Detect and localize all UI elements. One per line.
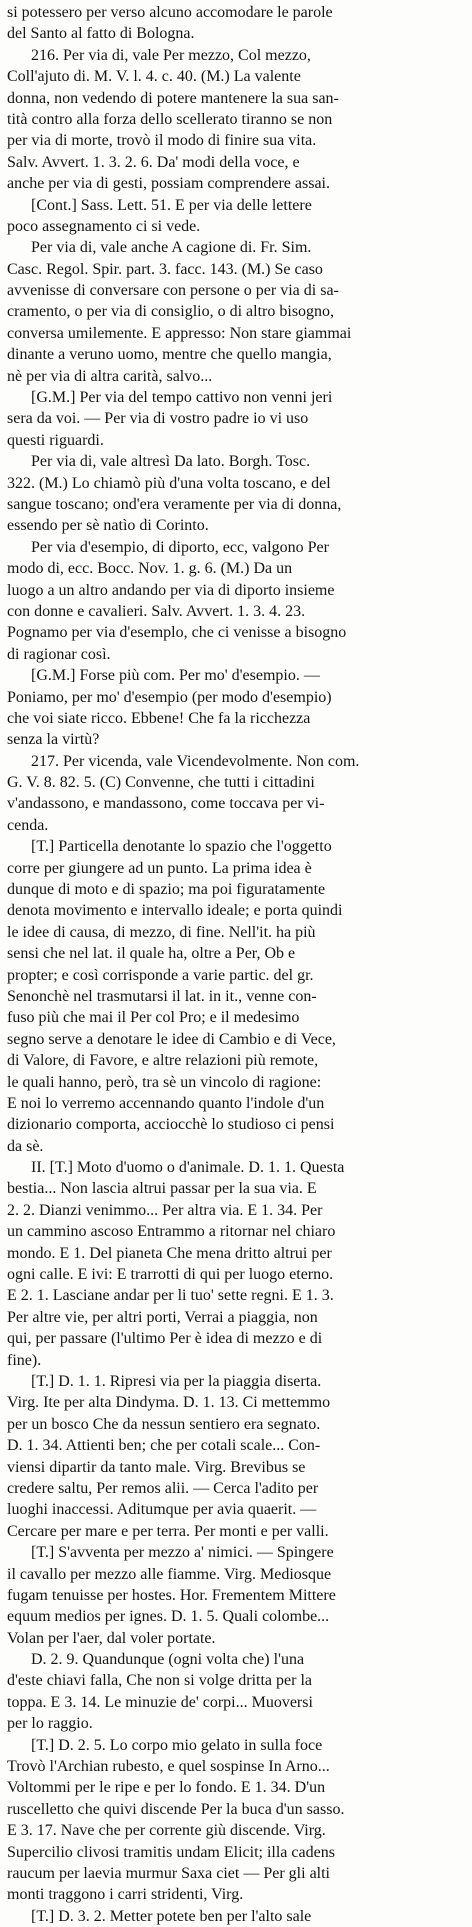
text-line: luoghi inaccessi. Aditumque per avia quaerit. —: [7, 1501, 317, 1519]
text-line: donna, non vedendo di potere mantenere la sua san-: [7, 89, 339, 107]
text-line: di ragionar così.: [7, 645, 111, 663]
text-line: Senonchè nel trasmutarsi il lat. in it., venne con-: [7, 987, 317, 1005]
text-line: modo di, ecc. Bocc. Nov. 1. g. 6. (M.) Da un: [7, 560, 293, 578]
text-line: denota movimento e intervallo ideale; e porta quindi: [7, 902, 343, 920]
text-line: [G.M.] Forse più com. Per mo' d'esempio. —: [31, 667, 320, 685]
text-line: per via di morte, trovò il modo di finire sua vita.: [7, 132, 317, 150]
text-line: sensi che nel lat. il quale ha, oltre a Per, Ob e: [7, 945, 296, 963]
text-line: viensi dipartir da tanto male. Virg. Brevibus se: [7, 1458, 306, 1476]
text-line: il cavallo per mezzo alle fiamme. Virg. Mediosque: [7, 1565, 332, 1583]
text-line: avvenisse di conversare con persone o per via di sa-: [7, 282, 339, 300]
text-line: sangue toscano; ond'era veramente per via di donna,: [7, 495, 342, 513]
text-line: essendo per sè natìo di Corinto.: [7, 517, 209, 535]
text-line: per un bosco Che da nessun sentiero era segnato.: [7, 1415, 321, 1433]
text-line: Poniamo, per mo' d'esempio (per modo d'esempio): [7, 688, 332, 706]
text-line: poco assegnamento ci si vede.: [7, 217, 201, 235]
text-line: Per altre vie, per altri porti, Verrai a piaggia, non: [7, 1308, 318, 1326]
text-line: tità contro alla forza dello scellerato tiranno se non: [7, 110, 333, 128]
text-line: questi riguardi.: [7, 431, 104, 449]
text-line: le idee di causa, di mezzo, di fine. Nell'it. ha più: [7, 923, 316, 941]
text-line: credere saltu, Per remos alii. — Cerca l'adito per: [7, 1479, 319, 1497]
text-line: si potessero per verso alcuno accomodare le parole: [7, 4, 333, 21]
text-line: [T.] D. 1. 1. Ripresi via per la piaggia diserta.: [31, 1373, 322, 1390]
text-line: ogni calle. E ivi: E trarrotti di qui per luogo eterno.: [7, 1266, 334, 1284]
text-line: Cercare per mare e per terra. Per monti e per valli.: [7, 1522, 329, 1540]
text-line: Supercilio clivosi tramitis undam Elicit; illa cadens: [7, 1843, 335, 1861]
text-line: del Santo al fatto di Bologna.: [7, 25, 195, 43]
text-line: dinante a veruno uomo, mentre che quello mangia,: [7, 346, 332, 364]
text-line: [T.] S'avventa per mezzo a' nimici. — Spingere: [31, 1544, 334, 1562]
text-line: con donne e cavalieri. Salv. Avvert. 1. 3. 4. 23.: [7, 602, 306, 620]
text-line: luogo a un altro andando per via di diporto insieme: [7, 581, 335, 599]
text-line: Per via di, vale anche A cagione di. Fr. Sim.: [31, 239, 312, 257]
text-line: 322. (M.) Lo chiamò più d'una volta toscano, e del: [7, 474, 331, 492]
text-line: dunque di moto e di spazio; ma poi figuratamente: [7, 881, 326, 899]
text-line: cenda.: [7, 816, 49, 834]
text-line: Salv. Avvert. 1. 3. 2. 6. Da' modi della voce, e: [7, 153, 300, 171]
text-line: II. [T.] Moto d'uomo o d'animale. D. 1. 1. Questa: [31, 1159, 345, 1177]
text-line: D. 1. 34. Attienti ben; che per cotali scale... Con-: [7, 1437, 321, 1455]
text-line: qui, per passare (l'ultimo Per è idea di mezzo e di: [7, 1330, 323, 1348]
text-line: Coll'ajuto di. M. V. l. 4. c. 40. (M.) La valente: [7, 68, 301, 86]
text-line: conversa umilemente. E appresso: Non stare giammai: [7, 324, 352, 342]
text-line: segno serve a denotare le idee di Cambio e di Vece,: [7, 1030, 336, 1048]
text-line: equum medios per ignes. D. 1. 5. Quali colombe...: [7, 1608, 330, 1626]
text-line: fine).: [7, 1351, 42, 1369]
text-line: 216. Per via di, vale Per mezzo, Col mezzo,: [31, 46, 311, 64]
text-line: corre per giungere ad un punto. La prima idea è: [7, 859, 312, 877]
text-line: sera da voi. — Per via di vostro padre io vi uso: [7, 410, 309, 428]
text-line: Casc. Regol. Spir. part. 3. facc. 143. (M.) Se caso: [7, 260, 323, 278]
text-line: E 2. 1. Lasciane andar per li tuo' sette regni. E 1. 3.: [7, 1287, 334, 1305]
text-line: nè per via di altra carità, salvo...: [7, 367, 213, 385]
text-line: che voi siate ricco. Ebbene! Che fa la ricchezza: [7, 709, 311, 727]
text-line: Pognamo per via d'esemplo, che ci venisse a bisogno: [7, 624, 347, 642]
text-line: di Valore, di Favore, e altre relazioni più remote,: [7, 1052, 319, 1070]
text-line: v'andassono, e mandassono, come toccava per vi-: [7, 795, 325, 813]
text-line: Virg. Ite per alta Dindyma. D. 1. 13. Ci mettemmo: [7, 1394, 331, 1412]
text-line: monti traggono i carri stridenti, Virg.: [7, 1886, 244, 1904]
text-line: da sè.: [7, 1137, 44, 1155]
text-line: anche per via di gesti, possiam comprendere assai.: [7, 175, 330, 193]
text-line: ruscelletto che quivi discende Per la buca d'un sasso.: [7, 1800, 345, 1818]
text-line: mondo. E 1. Del pianeta Che mena dritto altrui per: [7, 1244, 332, 1262]
text-line: Volan per l'aer, dal voler portate.: [7, 1629, 216, 1647]
text-line: 2. 2. Dianzi venimmo... Per altra via. E 1. 34. Per: [7, 1201, 323, 1219]
text-line: [T.] D. 3. 2. Metter potete ben per l'alto sale: [31, 1907, 312, 1925]
text-line: E noi lo verremo accennando quanto l'indole d'un: [7, 1094, 325, 1112]
text-line: propter; e così corrisponde a varie partic. del gr.: [7, 966, 314, 984]
text-line: fuso più che mai il Per col Pro; e il medesimo: [7, 1009, 300, 1027]
text-line: [G.M.] Per via del tempo cattivo non venni jeri: [31, 389, 333, 407]
text-line: Trovò l'Archian rubesto, e quel sospinse In Arno...: [7, 1758, 330, 1776]
text-line: E 3. 17. Nave che per corrente giù discende. Virg.: [7, 1822, 326, 1840]
text-line: raucum per laevia murmur Saxa ciet — Per gli alti: [7, 1864, 330, 1882]
text-line: dizionario comporta, acciocchè lo studioso ci pensi: [7, 1116, 335, 1134]
text-line: [T.] Particella denotante lo spazio che l'oggetto: [31, 838, 332, 856]
text-line: 217. Per vicenda, vale Vicendevolmente. Non com.: [31, 752, 360, 770]
text-line: Per via di, vale altresì Da lato. Borgh. Tosc.: [31, 453, 311, 471]
text-line: senza la virtù?: [7, 731, 100, 749]
text-line: le quali hanno, però, tra sè un vincolo di ragione:: [7, 1073, 322, 1091]
text-line: G. V. 8. 82. 5. (C) Convenne, che tutti i cittadini: [7, 774, 315, 792]
text-line: un cammino ascoso Entrammo a ritornar nel chiaro: [7, 1223, 336, 1241]
text-line: Per via d'esempio, di diporto, ecc, valgono Per: [31, 538, 329, 556]
text-line: fugam tenuisse per hostes. Hor. Frementem Mittere: [7, 1586, 336, 1604]
text-line: cramento, o per via di consiglio, o di altro bisogno,: [7, 303, 335, 321]
text-line: d'este chiavi falla, Che non si volge dritta per la: [7, 1672, 313, 1690]
text-line: Voltommi per le ripe e per lo fondo. E 1. 34. D'un: [7, 1779, 326, 1797]
text-line: D. 2. 9. Quandunque (ogni volta che) l'una: [31, 1651, 305, 1669]
text-line: toppa. E 3. 14. Le minuzie de' corpi... Muoversi: [7, 1693, 313, 1711]
text-line: [Cont.] Sass. Lett. 51. E per via delle lettere: [31, 196, 312, 214]
text-line: [T.] D. 2. 5. Lo corpo mio gelato in sulla foce: [31, 1736, 323, 1754]
text-line: per lo raggio.: [7, 1715, 93, 1733]
text-line: bestia... Non lascia altrui passar per la sua via. E: [7, 1180, 317, 1198]
